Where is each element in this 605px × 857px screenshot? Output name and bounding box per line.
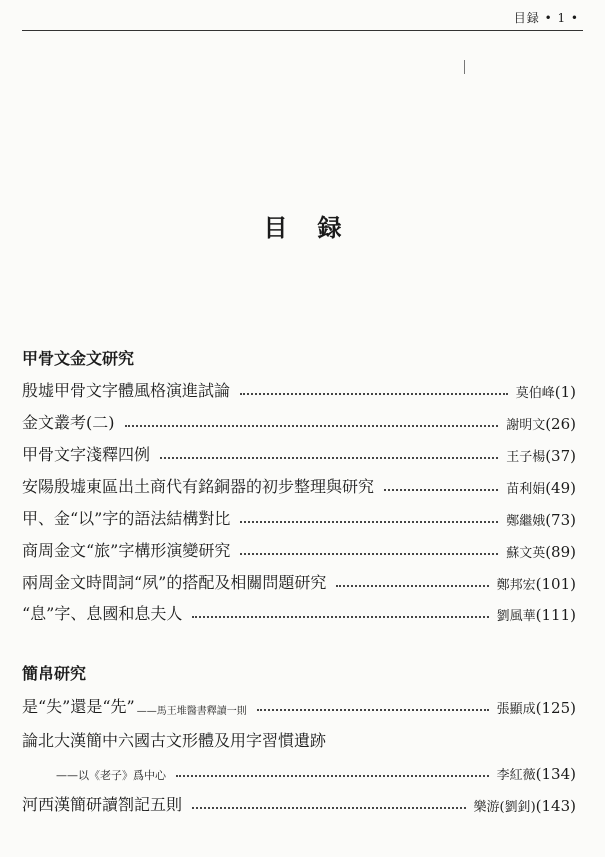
entry-title: “息”字、息國和息夫人 xyxy=(22,604,183,623)
entry-page: (143) xyxy=(535,797,576,815)
entry-title: 是“失”還是“先” xyxy=(22,697,135,716)
entry-author: 王子楊 xyxy=(506,450,546,465)
toc-entry[interactable] xyxy=(22,759,576,783)
toc-entry[interactable] xyxy=(22,441,576,465)
entry-author: 張顯成 xyxy=(496,702,536,717)
leader-dots xyxy=(240,553,498,555)
toc-entry[interactable] xyxy=(22,473,576,497)
entry-page: (26) xyxy=(545,415,576,433)
leader-dots xyxy=(257,709,489,711)
entry-title[interactable]: 論北大漢簡中六國古文形體及用字習慣遺跡 xyxy=(22,731,327,750)
entry-title: 河西漢簡研讀劄記五則 xyxy=(22,795,183,814)
toc-entry[interactable] xyxy=(22,505,576,529)
leader-dots xyxy=(192,807,465,809)
entry-page: (125) xyxy=(535,699,576,717)
entry-author: 鄭邦宏 xyxy=(496,578,536,593)
toc-entry[interactable] xyxy=(22,377,576,401)
toc-entry[interactable] xyxy=(22,409,576,433)
margin-mark xyxy=(464,60,465,74)
entry-title: 安陽殷墟東區出土商代有銘銅器的初步整理與研究 xyxy=(22,477,375,496)
entry-title: 商周金文“旅”字構形演變研究 xyxy=(22,541,231,560)
entry-page: (111) xyxy=(535,606,576,624)
entry-author: 苗利娟 xyxy=(506,482,546,497)
running-head: 目録 • 1 • xyxy=(513,11,579,25)
toc-entry[interactable] xyxy=(22,693,576,717)
entry-author: 李紅薇 xyxy=(496,768,536,783)
page-title: 目録 xyxy=(263,213,372,242)
entry-page: (37) xyxy=(545,447,576,465)
section-title: 甲骨文金文研究 xyxy=(22,349,135,368)
entry-author: 蘇文英 xyxy=(506,546,546,561)
entry-author: 劉風華 xyxy=(496,609,536,624)
page-header xyxy=(22,0,583,31)
entry-page: (73) xyxy=(545,511,576,529)
leader-dots xyxy=(240,521,498,523)
section-title: 簡帛研究 xyxy=(22,664,87,683)
toc-entry[interactable] xyxy=(22,791,576,815)
entry-author: 謝明文 xyxy=(506,418,546,433)
entry-author: 鄭繼娥 xyxy=(506,514,546,529)
entry-page: (1) xyxy=(554,383,576,401)
entry-title: 甲、金“以”字的語法結構對比 xyxy=(22,509,231,528)
entry-page: (101) xyxy=(535,575,576,593)
leader-dots xyxy=(160,457,498,459)
leader-dots xyxy=(176,775,489,777)
entry-page: (89) xyxy=(545,543,576,561)
entry-title: 兩周金文時間詞“夙”的搭配及相關問題研究 xyxy=(22,573,327,592)
leader-dots xyxy=(336,585,488,587)
toc-entry[interactable] xyxy=(22,569,576,593)
toc-entry[interactable] xyxy=(22,600,576,624)
entry-title: 金文叢考(二) xyxy=(22,413,115,432)
entry-page: (49) xyxy=(545,479,576,497)
entry-page: (134) xyxy=(535,765,576,783)
entry-subtitle: ——以《老子》爲中心 xyxy=(56,769,166,782)
entry-title: 殷墟甲骨文字體風格演進試論 xyxy=(22,381,231,400)
leader-dots xyxy=(384,489,498,491)
leader-dots xyxy=(240,393,508,395)
entry-author: 樂游(劉釗) xyxy=(473,800,536,815)
entry-title: 甲骨文字淺釋四例 xyxy=(22,445,151,464)
entry-subtitle: ——馬王堆醫書釋讀一則 xyxy=(136,706,247,717)
leader-dots xyxy=(192,616,488,618)
entry-author: 莫伯峰 xyxy=(515,386,555,401)
toc-entry[interactable] xyxy=(22,537,576,561)
leader-dots xyxy=(125,425,499,427)
